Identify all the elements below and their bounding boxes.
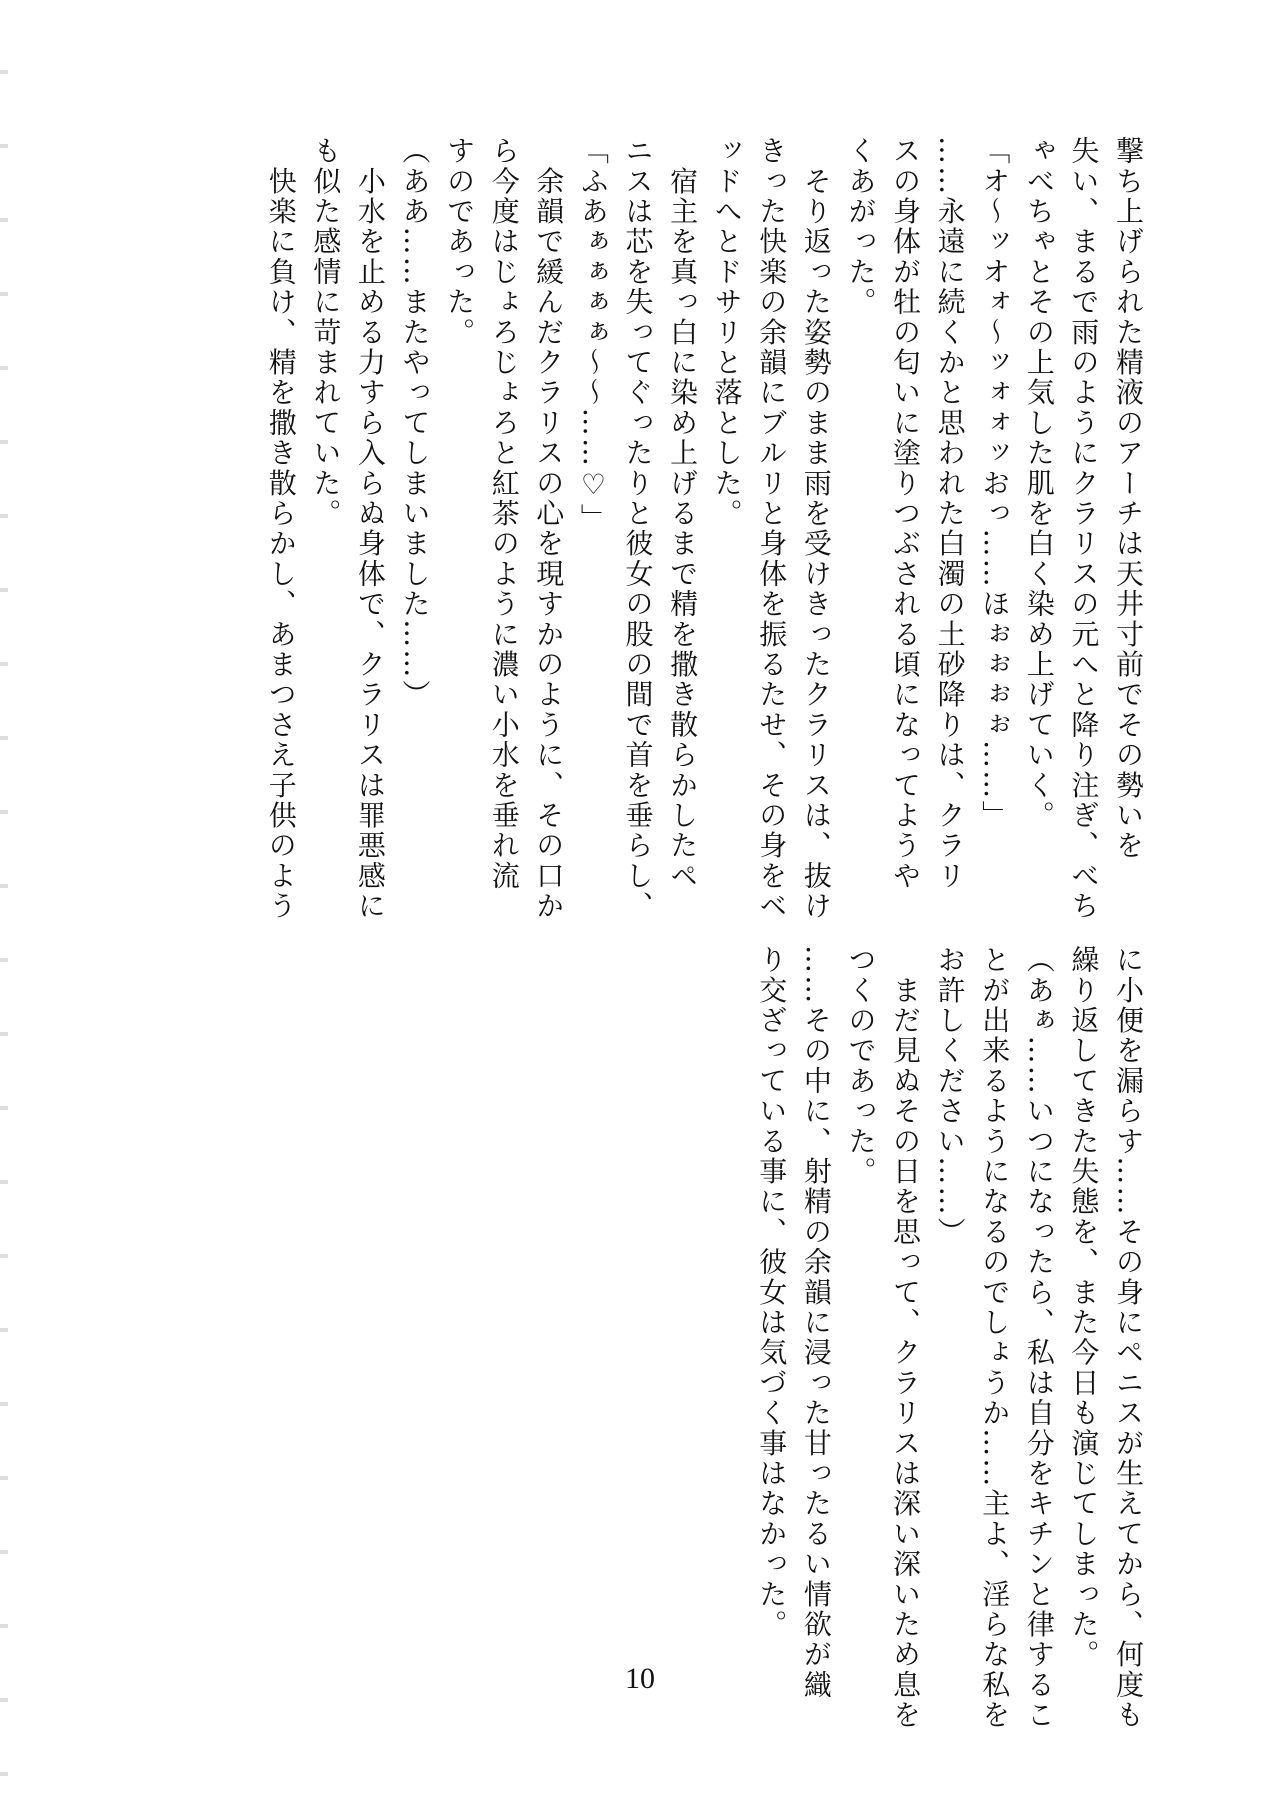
scan-edge-marks bbox=[0, 0, 8, 1820]
upper-text-block: 撃ち上げられた精液のアーチは天井寸前でその勢いを 失い、まるで雨のようにクラリスの元へと降り注ぎ、べち ゃべちゃとその上気した肌を白く染め上げていく。 「オ〜ッオォ〜ッォォッおっ……ほぉぉぉぉ……」 ……永遠に続くかと思われた白濁の土砂降りは、クラリ スの身体が牡の匂いに塗りつぶされる頃になってようや くあがった。 そり返った姿勢のまま雨を受けきったクラリスは、抜け きった快楽の余韻にブルリと身体を振るたせ、その身をベ ッドへとドサリと落とした。 宿主を真っ白に染め上げるまで精を撒き散らかしたペ ニスは芯を失ってぐったりと彼女の股の間で首を垂らし、 「ふあぁぁぁぁ〜〜……♡」 余韻で緩んだクラリスの心を現すかのように、その口か ら今度はじょろじょろと紅茶のように濃い小水を垂れ流 すのであった。 （ああ……またやってしまいました……） 小水を止める力すら入らぬ身体で、クラリスは罪悪感に も似た感情に苛まれていた。 快楽に負け、精を撒き散らかし、あまつさえ子供のよう bbox=[264, 136, 1145, 922]
page-number: 10 bbox=[625, 1662, 655, 1695]
lower-text-block: に小便を漏らす……その身にペニスが生えてから、何度も 繰り返してきた失態を、また今日も演じてしまった。 （あぁ……いつになったら、私は自分をキチンと律するこ とが出来るようになるのでしょうか……主よ、淫らな私を お許しください……） まだ見ぬその日を思って、クラリスは深い深いため息を つくのであった。 ……その中に、射精の余韻に浸った甘ったるい情欲が織 り交ざっている事に、彼女は気づく事はなかった。 bbox=[755, 945, 1145, 1731]
